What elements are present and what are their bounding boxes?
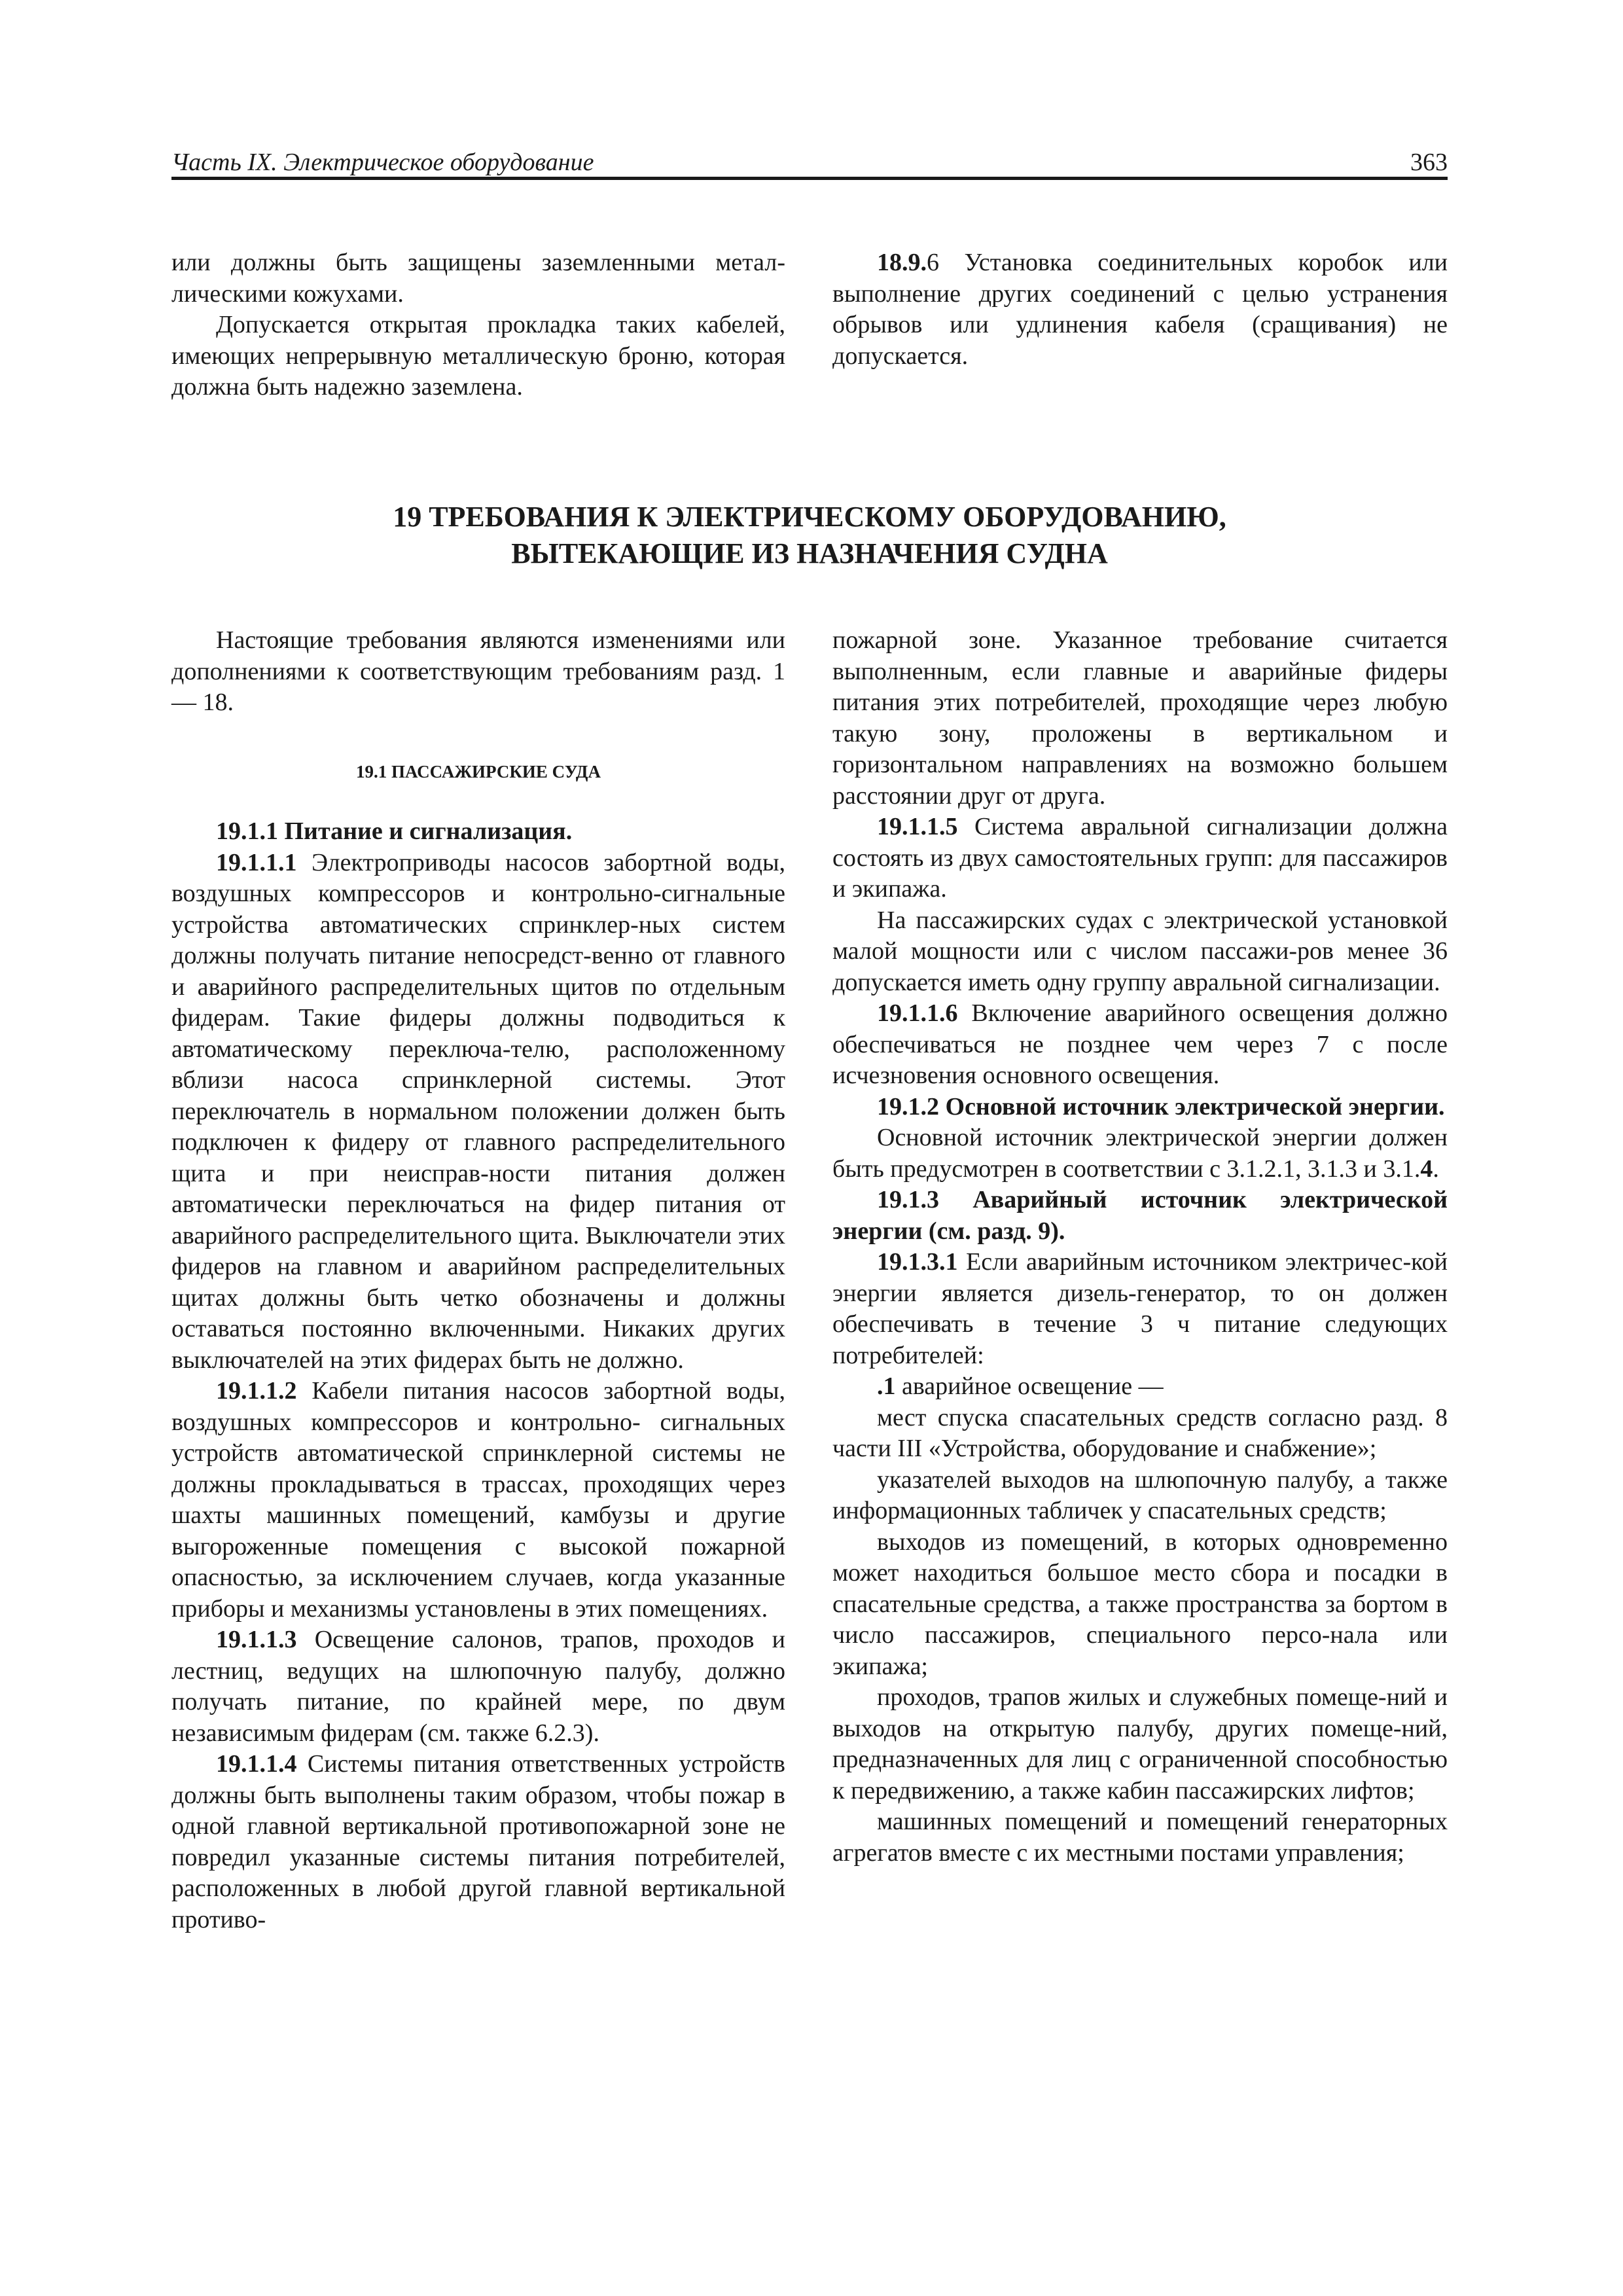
paragraph bbox=[832, 247, 1448, 372]
paragraph: пожарной зоне. Указанное требование считается выполненным, если главные и аварийные фидеры питания этих потребителей, проходящие через любую такую зону, проложены в вертикальном и горизонтальном направлениях на возможно большем расстоянии друг от друга. bbox=[832, 626, 1448, 810]
paragraph: Допускается открытая прокладка таких кабелей, имеющих непрерывную металлическую броню, которая должна быть надежно заземлена. bbox=[171, 311, 785, 401]
clause-number: 19.1.1.6 bbox=[877, 999, 958, 1027]
clause-number: 19.1.1.5 bbox=[877, 813, 958, 840]
paragraph bbox=[171, 1749, 785, 1935]
clause-number: 19.1.1.2 bbox=[216, 1377, 297, 1405]
top-left-column bbox=[171, 247, 785, 403]
item-number: .1 bbox=[877, 1372, 896, 1400]
clause-heading: 19.1.2 Основной источник электрической энергии. bbox=[877, 1092, 1445, 1121]
subsection-heading: 19.1 ПАССАЖИРСКИЕ СУДА bbox=[356, 761, 601, 781]
paragraph: На пассажирских судах с электрической установкой малой мощности или с числом пассажи-ров менее 36 допускается иметь одну группу авральной сигнализации. bbox=[832, 906, 1448, 996]
clause-text: Кабели питания насосов забортной воды, воздушных компрессоров и контрольно- сигнальных устройств автоматической спринклерной системы не должны прокладываться в трассах, проходящих через шахты машинных помещений, камбузы и другие выгороженные помещения с высокой пожарной опасностью, за исключением случаев, когда указанные приборы и механизмы установлены в этих помещениях. bbox=[171, 1377, 785, 1623]
running-header bbox=[171, 145, 1448, 179]
clause-number: 19.1.1.4 bbox=[216, 1750, 297, 1778]
right-column bbox=[832, 625, 1448, 1869]
clause-number: 18.9. bbox=[877, 249, 927, 276]
list-item: проходов, трапов жилых и служебных помеще-ний и выходов на открытую палубу, других помеще-ний, предназначенных для лиц с ограниченной способностью к передвижению, а также кабин пассажирских лифтов; bbox=[832, 1683, 1448, 1804]
clause-text: Система авральной сигнализации должна состоять из двух самостоятельных групп: для пассажиров и экипажа. bbox=[832, 813, 1448, 903]
paragraph bbox=[832, 1122, 1448, 1185]
paragraph bbox=[171, 1376, 785, 1624]
clause-text: Электроприводы насосов забортной воды, воздушных компрессоров и контрольно-сигнальные устройства автоматических спринклер-ных систем должны получать питание непосредст-венно от главного и аварийного распределительных щитов по отдельным фидерам. Такие фидеры должны подводиться к автоматическому переключа-телю, расположенному вблизи насоса спринклерной системы. Этот переключатель в нормальном положении должен быть подключен к фидеру от главного распределительного щита и при неисправ-ности питания должен автоматически переключаться на фидер питания от аварийного распределительного щита. Выключатели этих фидеров на главном и аварийном распределительных щитах должны быть четко обозначены и должны оставаться постоянно включенными. Никаких других выключателей на этих фидерах быть не должно. bbox=[171, 848, 785, 1374]
clause-text: Освещение салонов, трапов, проходов и лестниц, ведущих на шлюпочную палубу, должно получать питание, по крайней мере, по двум независимым фидерам (см. также 6.2.3). bbox=[171, 1626, 785, 1747]
list-item bbox=[832, 1371, 1448, 1403]
paragraph bbox=[171, 1624, 785, 1749]
clause-text: Включение аварийного освещения должно обеспечиваться не позднее чем через 7 с после исчезновения основного освещения. bbox=[832, 999, 1448, 1089]
clause-heading: 19.1.1 Питание и сигнализация. bbox=[216, 817, 573, 845]
intro-paragraph: Настоящие требования являются изменениями или дополнениями к соответствующим требованиям разд. 1 — 18. bbox=[171, 626, 785, 716]
clause-heading: 19.1.3 Аварийный источник электрической энергии (см. разд. 9). bbox=[832, 1186, 1448, 1245]
list-item: выходов из помещений, в которых одновременно может находиться большое место сбора и посадки в спасательные средства, а также пространства за бортом в число пассажиров, специального персо-нала или экипажа; bbox=[832, 1528, 1448, 1680]
clause-text: Если аварийным источником электричес-кой энергии является дизель-генератор, то он должен обеспечивать в течение 3 ч питание следующих потребителей: bbox=[832, 1248, 1448, 1369]
clause-text: 6 Установка соединительных коробок или выполнение других соединений с целью устранения обрывов или удлинения кабеля (сращивания) не допускается. bbox=[832, 249, 1448, 370]
section-heading bbox=[171, 499, 1448, 572]
clause-number: 19.1.3.1 bbox=[877, 1248, 958, 1276]
list-item: машинных помещений и помещений генераторных агрегатов вместе с их местными постами управления; bbox=[832, 1808, 1448, 1867]
left-column bbox=[171, 625, 785, 1935]
list-item: мест спуска спасательных средств согласно разд. 8 части III «Устройства, оборудование и снабжение»; bbox=[832, 1403, 1448, 1462]
paragraph bbox=[171, 848, 785, 1376]
section-heading-line: ВЫТЕКАЮЩИЕ ИЗ НАЗНАЧЕНИЯ СУДНА bbox=[511, 537, 1108, 569]
page-number: 363 bbox=[1410, 149, 1448, 176]
clause-text: Системы питания ответственных устройств должны быть выполнены таким образом, чтобы пожар в одной главной вертикальной противопожарной зоне не повредил указанные системы питания потребителей, расположенных в любой другой главной вертикальной противо- bbox=[171, 1750, 785, 1933]
header-rule bbox=[171, 177, 1448, 180]
paragraph: или должны быть защищены заземленными метал-лическими кожухами. bbox=[171, 249, 785, 308]
clause-text: . bbox=[1433, 1155, 1439, 1183]
paragraph bbox=[832, 998, 1448, 1092]
paragraph bbox=[832, 812, 1448, 905]
item-text: аварийное освещение — bbox=[895, 1372, 1164, 1400]
top-right-column bbox=[832, 247, 1448, 372]
clause-text: Основной источник электрической энергии должен быть предусмотрен в соответствии с 3.1.2.1, 3.1.3 и 3.1. bbox=[832, 1124, 1448, 1183]
section-heading-line: 19 ТРЕБОВАНИЯ К ЭЛЕКТРИЧЕСКОМУ ОБОРУДОВАНИЮ, bbox=[393, 501, 1226, 533]
paragraph bbox=[832, 1247, 1448, 1371]
list-item: указателей выходов на шлюпочную палубу, а также информационных табличек у спасательных средств; bbox=[832, 1465, 1448, 1524]
running-header-title: Часть IX. Электрическое оборудование bbox=[171, 149, 594, 176]
clause-reference: 4 bbox=[1420, 1155, 1433, 1183]
clause-number: 19.1.1.3 bbox=[216, 1626, 297, 1653]
clause-number: 19.1.1.1 bbox=[216, 848, 297, 876]
